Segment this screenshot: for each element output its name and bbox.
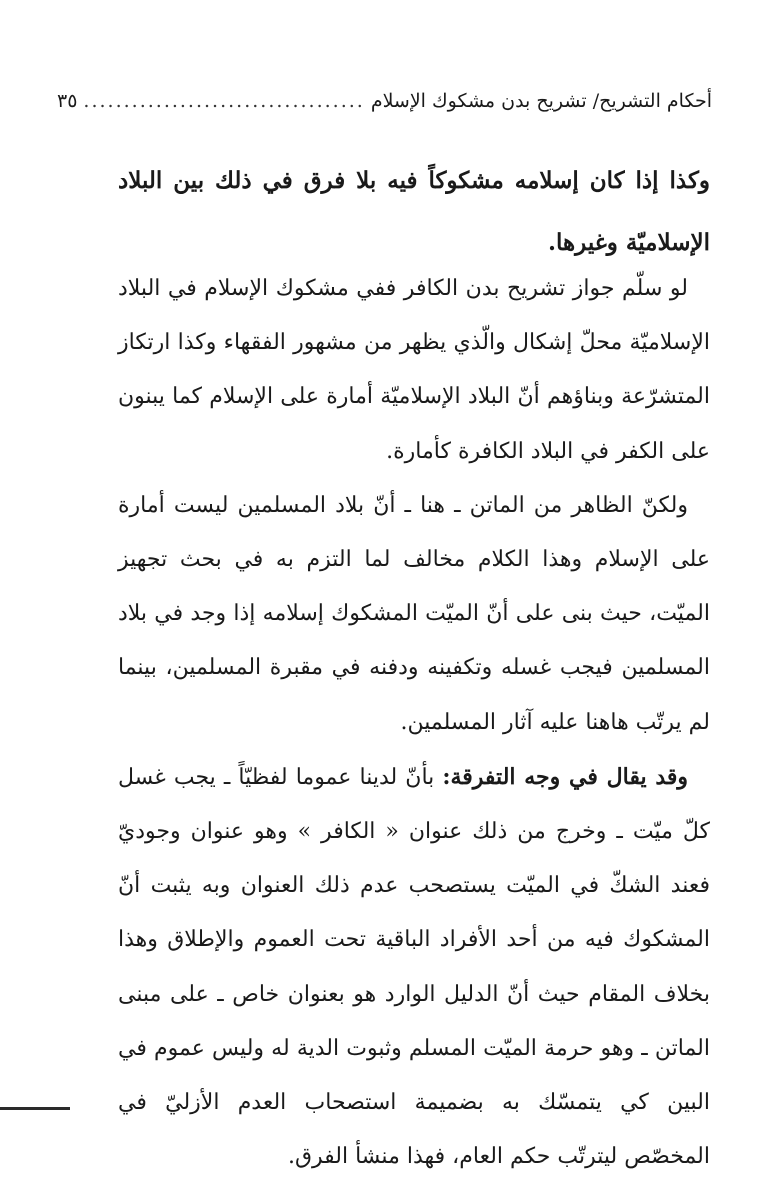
paragraph-3-lead-in: وقد يقال في وجه التفرقة: (442, 763, 689, 790)
paragraph-3-body: بأنّ لدينا عموما لفظيّاً ـ يجب غسل كلّ ميّت ـ وخرج من ذلك عنوان « الكافر » وهو عنوان وجوديّ فعند الشكّ في الميّت يستصحب عدم ذلك العنوان وبه يثبت أنّ المشكوك فيه من أحد الأفراد الباقية تحت العموم والإطلاق وهذا بخلاف المقام حيث أنّ الدليل الوارد هو بعنوان خاص ـ على مبنى الماتن ـ وهو حرمة الميّت المسلم وثبوت الدية له وليس عموم في البين كي يتمسّك به بضميمة استصحاب العدم الأزليّ في المخصّص ليترتّب حكم العام، فهذا منشأ الفرق. (118, 764, 710, 1170)
running-header (57, 84, 712, 118)
footer-rule (0, 1107, 70, 1110)
header-title: أحكام التشريح/ تشريح بدن مشكوك الإسلام (370, 90, 712, 112)
header-leader-dots: ................................... (83, 90, 365, 112)
paragraph-2: ولكنّ الظاهر من الماتن ـ هنا ـ أنّ بلاد المسلمين ليست أمارة على الإسلام وهذا الكلام مخالف لما التزم به في بحث تجهيز الميّت، حيث بنى على أنّ الميّت المشكوك إسلامه إذا وجد في بلاد المسلمين فيجب غسله وتكفينه ودفنه في مقبرة المسلمين، بينما لم يرتّب هاهنا عليه آثار المسلمين. (118, 492, 710, 735)
page-number: ٣٥ (57, 90, 78, 112)
paragraph-1: لو سلّم جواز تشريح بدن الكافر ففي مشكوك الإسلام في البلاد الإسلاميّة محلّ إشكال والّذي يظهر من مشهور الفقهاء وكذا ارتكاز المتشرّعة وبناؤهم أنّ البلاد الإسلاميّة أمارة على الإسلام كما يبنون على الكفر في البلاد الكافرة كأمارة. (118, 276, 710, 464)
paragraph-3 (118, 750, 710, 1184)
main-text (118, 262, 710, 1184)
section-lead-text: وكذا إذا كان إسلامه مشكوكاً فيه بلا فرق في ذلك بين البلاد الإسلاميّة وغيرها. (118, 167, 710, 256)
